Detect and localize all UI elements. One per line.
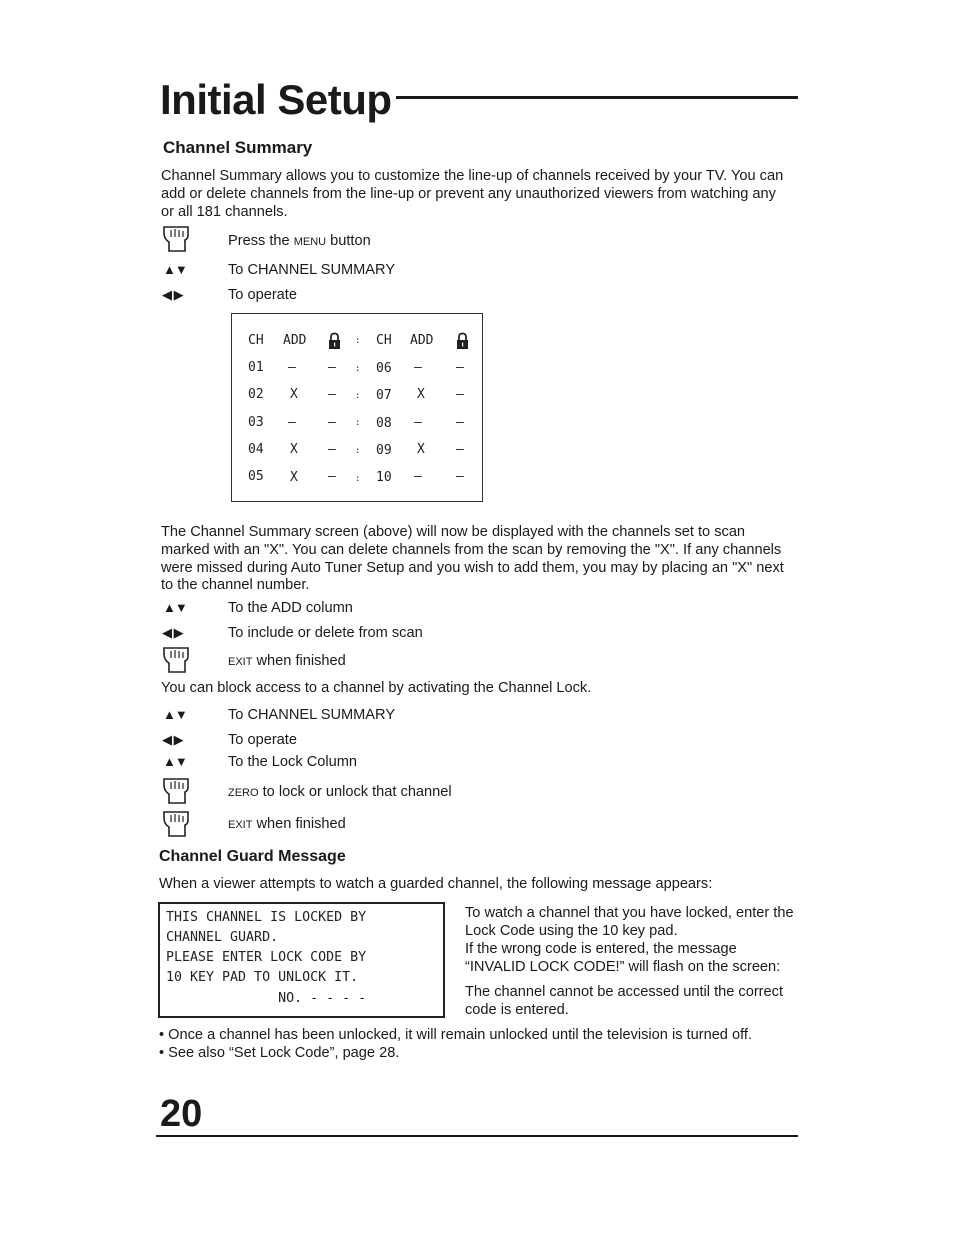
remote-button-hand-icon [161,646,191,674]
page-title: Initial Setup [160,76,392,123]
lock-cell: — [456,360,464,375]
col-header-ch-right: CH [376,333,392,348]
lock-icon-left [328,332,341,350]
guard-intro: When a viewer attempts to watch a guarded channel, the following message appears: [159,876,713,892]
step-to-operate: To operate [228,287,297,303]
column-separator: : [355,391,361,401]
footer-rule [156,1135,798,1137]
lock-cell: — [328,415,336,430]
left-right-arrow-icon: ◀ ▶ [162,732,183,747]
add-cell: — [414,360,422,375]
up-down-arrow-icon: ▲▼ [163,707,187,722]
left-right-arrow-icon: ◀ ▶ [162,625,183,640]
col-header-ch-left: CH [248,333,264,348]
add-cell: — [288,360,296,375]
col-header-add-right: ADD [410,333,434,348]
guard-screen-line: 10 KEY PAD TO UNLOCK IT. [166,970,359,985]
column-separator: : [355,364,361,374]
add-cell: X [417,387,425,402]
section-heading-channel-summary: Channel Summary [163,138,313,157]
summary-intro: Channel Summary allows you to customize the line-up of channels received by your TV. You can add or delete channels from the line-up or prevent any unauthorized viewers from watching any or all 181 channels. [161,168,784,220]
step-zero-lock-unlock [228,783,452,802]
ch-cell: 09 [376,443,392,458]
ch-cell: 07 [376,388,392,403]
up-down-arrow-icon: ▲▼ [163,600,187,615]
step-to-channel-summary: To CHANNEL SUMMARY [228,262,396,278]
lock-cell: — [328,360,336,375]
up-down-arrow-icon: ▲▼ [163,262,187,277]
zero-key-label: ZERO [228,787,259,799]
lock-cell: — [328,387,336,402]
guard-side-paragraph-2: If the wrong code is entered, the message “INVALID LOCK CODE!” will flash on the screen: [465,941,781,975]
step-include-delete: To include or delete from scan [228,625,423,641]
note-unlocked: • Once a channel has been unlocked, it will remain unlocked until the television is turned off. [159,1027,752,1043]
step-press-menu [228,232,371,251]
remote-button-hand-icon [161,810,191,838]
step-to-operate: To operate [228,732,297,748]
up-down-arrow-icon: ▲▼ [163,754,187,769]
guard-screen-line: CHANNEL GUARD. [166,930,279,945]
step-text: when finished [252,816,346,832]
guard-side-paragraph-1: To watch a channel that you have locked, enter the Lock Code using the 10 key pad. [465,905,794,939]
lock-paragraph: You can block access to a channel by activating the Channel Lock. [161,680,592,696]
left-right-arrow-icon: ◀ ▶ [162,287,183,302]
col-header-add-left: ADD [283,333,307,348]
scan-paragraph: The Channel Summary screen (above) will now be displayed with the channels set to scan marked with an "X". You can delete channels from the scan by removing the "X". If any channels were missed during Auto Tuner Setup and you wish to add them, you may by placing an "X" next to the channel number. [161,524,784,594]
column-separator: : [355,336,361,346]
guard-screen-line: THIS CHANNEL IS LOCKED BY [166,910,367,925]
ch-cell: 06 [376,361,392,376]
ch-cell: 05 [248,469,264,484]
page-number: 20 [160,1093,203,1135]
remote-button-hand-icon [161,777,191,805]
lock-cell: — [456,415,464,430]
ch-cell: 10 [376,470,392,485]
title-rule [396,96,798,99]
ch-cell: 04 [248,442,264,457]
step-to-lock-column: To the Lock Column [228,754,357,770]
column-separator: : [355,418,361,428]
lock-cell: — [456,469,464,484]
step-text: to lock or unlock that channel [258,784,452,800]
ch-cell: 01 [248,360,264,375]
exit-key-label: EXIT [228,819,253,831]
step-to-channel-summary: To CHANNEL SUMMARY [228,707,396,723]
guard-screen-line: NO. - - - - [166,991,367,1006]
lock-cell: — [456,442,464,457]
add-cell: — [288,415,296,430]
section-heading-channel-guard: Channel Guard Message [159,848,346,865]
note-see-also: • See also “Set Lock Code”, page 28. [159,1045,400,1061]
column-separator: : [355,446,361,456]
guard-screen-line: PLEASE ENTER LOCK CODE BY [166,950,367,965]
remote-button-hand-icon [161,225,191,253]
ch-cell: 08 [376,416,392,431]
add-cell: X [290,442,298,457]
lock-cell: — [328,442,336,457]
step-exit-when-finished [228,652,346,671]
ch-cell: 02 [248,387,264,402]
add-cell: — [414,415,422,430]
step-exit-when-finished [228,815,346,834]
step-text: Press the [228,233,294,249]
add-cell: X [290,470,298,485]
guard-side-paragraph-3: The channel cannot be accessed until the correct code is entered. [465,984,784,1018]
lock-cell: — [456,387,464,402]
add-cell: — [414,469,422,484]
lock-cell: — [328,469,336,484]
column-separator: : [355,474,361,484]
step-text: when finished [252,653,346,669]
add-cell: X [290,387,298,402]
step-text: button [326,233,371,249]
ch-cell: 03 [248,415,264,430]
add-cell: X [417,442,425,457]
menu-key-label: MENU [293,236,327,248]
exit-key-label: EXIT [228,656,253,668]
lock-icon-right [456,332,469,350]
step-to-add-column: To the ADD column [228,600,353,616]
